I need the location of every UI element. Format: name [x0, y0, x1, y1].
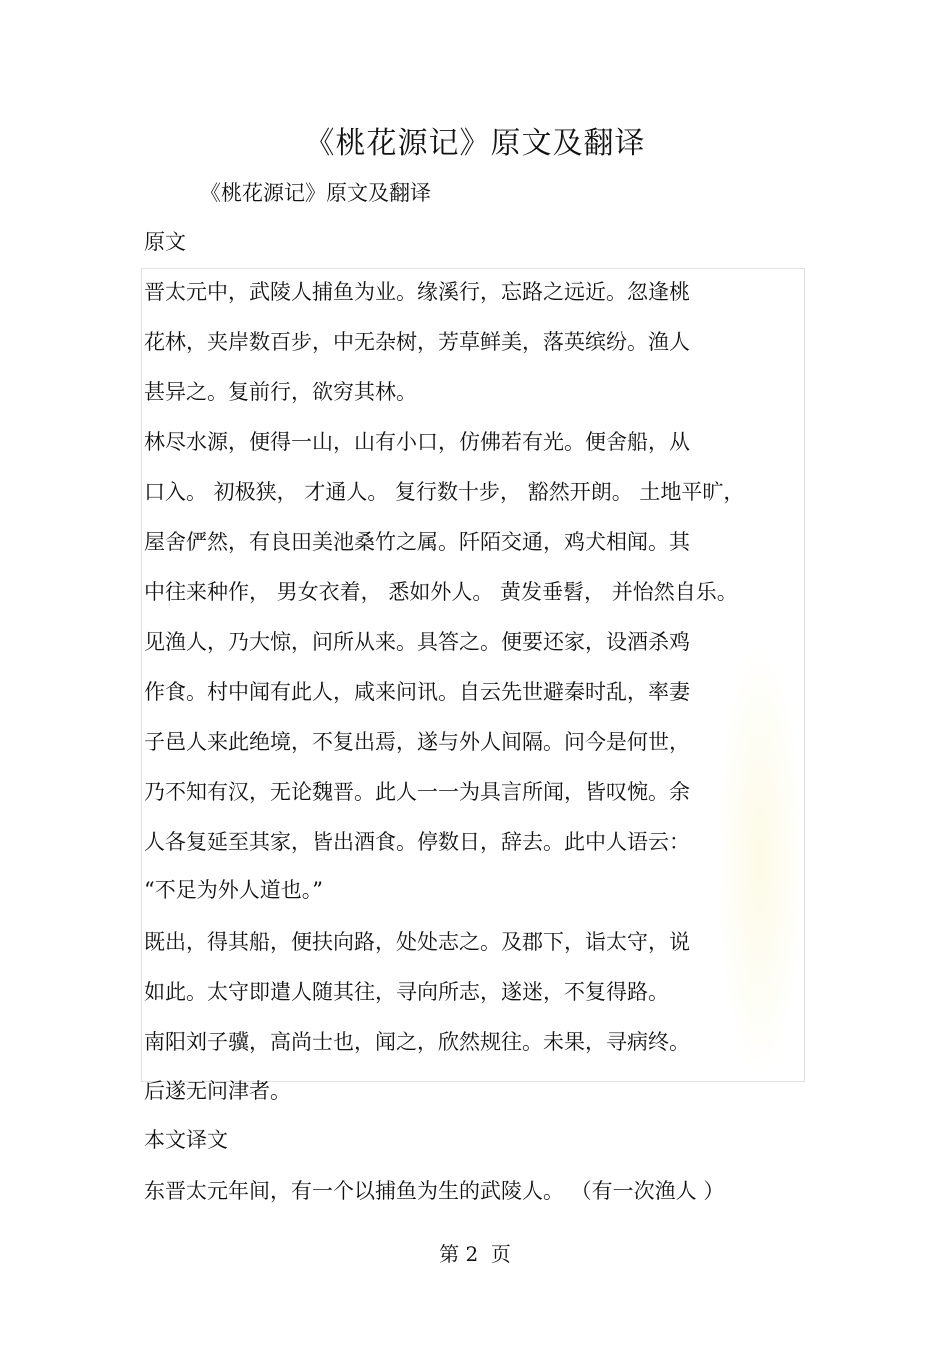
- original-text-label: 原文: [144, 230, 186, 254]
- original-line: 口入。 初极狭， 才通人。 复行数十步， 豁然开朗。 土地平旷，: [144, 480, 745, 504]
- original-line: 子邑人来此绝境，不复出焉，遂与外人间隔。问今是何世，: [144, 730, 690, 754]
- original-line: 见渔人，乃大惊，问所从来。具答之。便要还家，设酒杀鸡: [144, 630, 690, 654]
- original-line: 林尽水源，便得一山，山有小口，仿佛若有光。便舍船，从: [144, 430, 690, 454]
- original-line: 晋太元中，武陵人捕鱼为业。缘溪行，忘路之远近。忽逢桃: [144, 280, 690, 304]
- translation-line: 东晋太元年间，有一个以捕鱼为生的武陵人。 （有一次渔人 ）: [144, 1179, 725, 1203]
- original-line: 南阳刘子骥，高尚士也，闻之，欣然规往。未果，寻病终。: [144, 1030, 690, 1054]
- original-line: 中往来种作， 男女衣着， 悉如外人。 黄发垂髫， 并怡然自乐。: [144, 580, 738, 604]
- original-line: 甚异之。复前行，欲穷其林。: [144, 380, 417, 404]
- original-line: 乃不知有汉，无论魏晋。此人一一为具言所闻，皆叹惋。余: [144, 780, 690, 804]
- original-line: 屋舍俨然，有良田美池桑竹之属。阡陌交通，鸡犬相闻。其: [144, 530, 690, 554]
- page-number: 第 2 页: [439, 1242, 511, 1266]
- original-line: 人各复延至其家，皆出酒食。停数日，辞去。此中人语云：: [144, 830, 690, 854]
- original-line: 花林，夹岸数百步，中无杂树，芳草鲜美，落英缤纷。渔人: [144, 330, 690, 354]
- document-subtitle: 《桃花源记》原文及翻译: [200, 181, 431, 205]
- document-title: 《桃花源记》原文及翻译: [304, 126, 646, 161]
- original-line: 如此。太守即遣人随其往，寻向所志，遂迷，不复得路。: [144, 980, 669, 1004]
- original-line: 后遂无问津者。: [144, 1079, 291, 1103]
- original-line: “不足为外人道也。”: [144, 878, 323, 902]
- original-line: 既出，得其船，便扶向路，处处志之。及郡下，诣太守，说: [144, 930, 690, 954]
- original-line: 作食。村中闻有此人，咸来问讯。自云先世避秦时乱，率妻: [144, 680, 690, 704]
- translation-label: 本文译文: [144, 1128, 228, 1152]
